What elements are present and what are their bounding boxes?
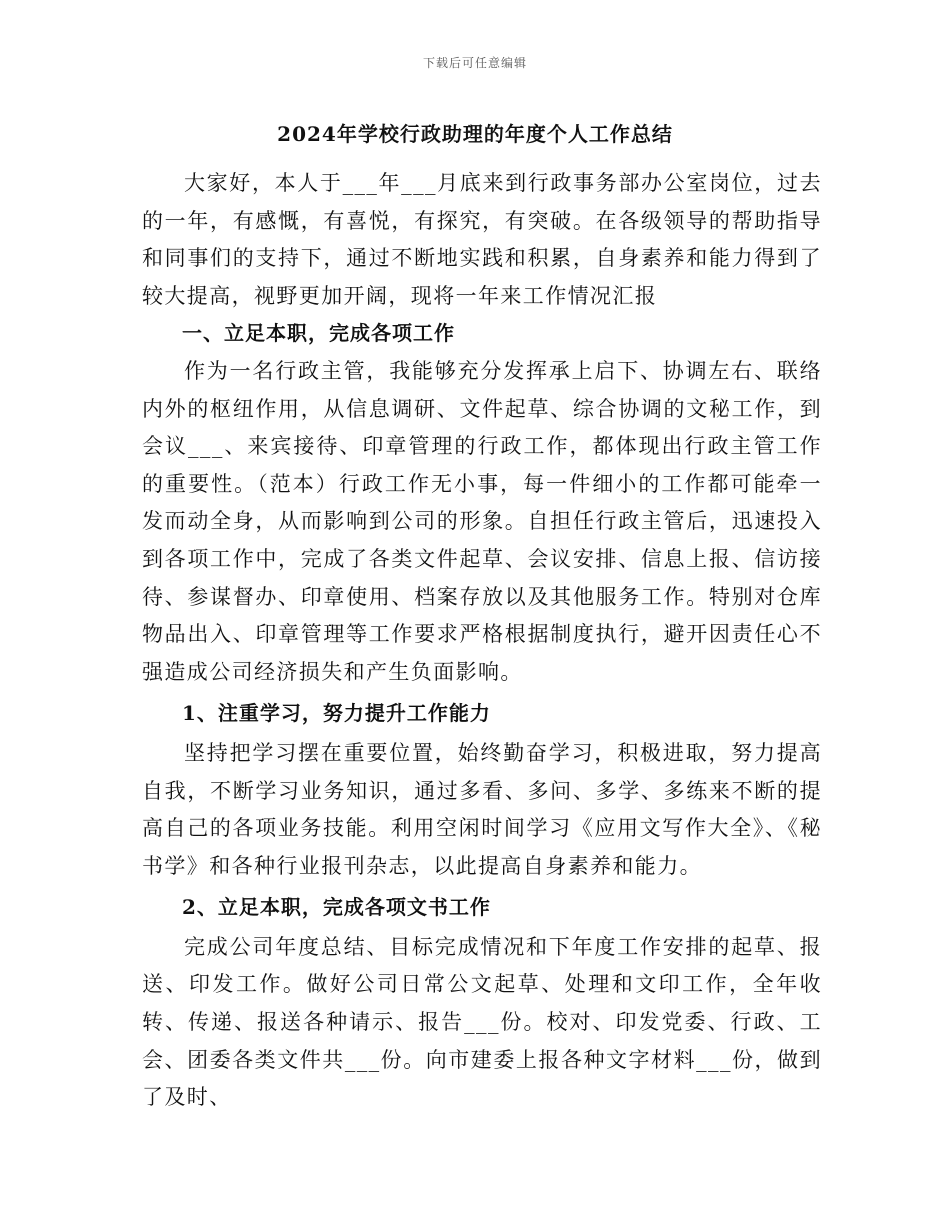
header-note: 下载后可任意编辑 xyxy=(422,56,527,70)
section-paragraph-2: 坚持把学习摆在重要位置，始终勤奋学习，积极进取，努力提高自我，不断学习业务知识，通过多看、多问、多学、多练来不断的提高自己的各项业务技能。利用空闲时间学习《应用文写作大全》、《秘书学》和各种行业报刊杂志，以此提高自身素养和能力。 xyxy=(142,740,822,878)
document-body xyxy=(142,165,822,1117)
section-paragraph-1: 作为一名行政主管，我能够充分发挥承上启下、协调左右、联络内外的枢纽作用，从信息调研、文件起草、综合协调的文秘工作，到会议___、来宾接待、印章管理的行政工作，都体现出行政主管工作的重要性。（范本）行政工作无小事，每一件细小的工作都可能牵一发而动全身，从而影响到公司的形象。自担任行政主管后，迅速投入到各项工作中，完成了各类文件起草、会议安排、信息上报、信访接待、参谋督办、印章使用、档案存放以及其他服务工作。特别对仓库物品出入、印章管理等工作要求严格根据制度执行，避开因责任心不强造成公司经济损失和产生负面影响。 xyxy=(142,358,822,684)
section-paragraph-3: 完成公司年度总结、目标完成情况和下年度工作安排的起草、报送、印发工作。做好公司日常公文起草、处理和文印工作，全年收转、传递、报送各种请示、报告___份。校对、印发党委、行政、工会、团委各类文件共___份。向市建委上报各种文字材料___份，做到了及时、 xyxy=(142,934,822,1110)
intro-paragraph: 大家好，本人于___年___月底来到行政事务部办公室岗位，过去的一年，有感慨，有喜悦，有探究，有突破。在各级领导的帮助指导和同事们的支持下，通过不断地实践和积累，自身素养和能力得到了较大提高，视野更加开阔，现将一年来工作情况汇报 xyxy=(142,171,822,308)
section-heading-2: 1、注重学习，努力提升工作能力 xyxy=(182,701,491,726)
section-heading-1: 一、立足本职，完成各项工作 xyxy=(182,321,455,346)
document-title: 2024年学校行政助理的年度个人工作总结 xyxy=(277,122,673,146)
section-heading-3: 2、立足本职，完成各项文书工作 xyxy=(182,895,491,920)
